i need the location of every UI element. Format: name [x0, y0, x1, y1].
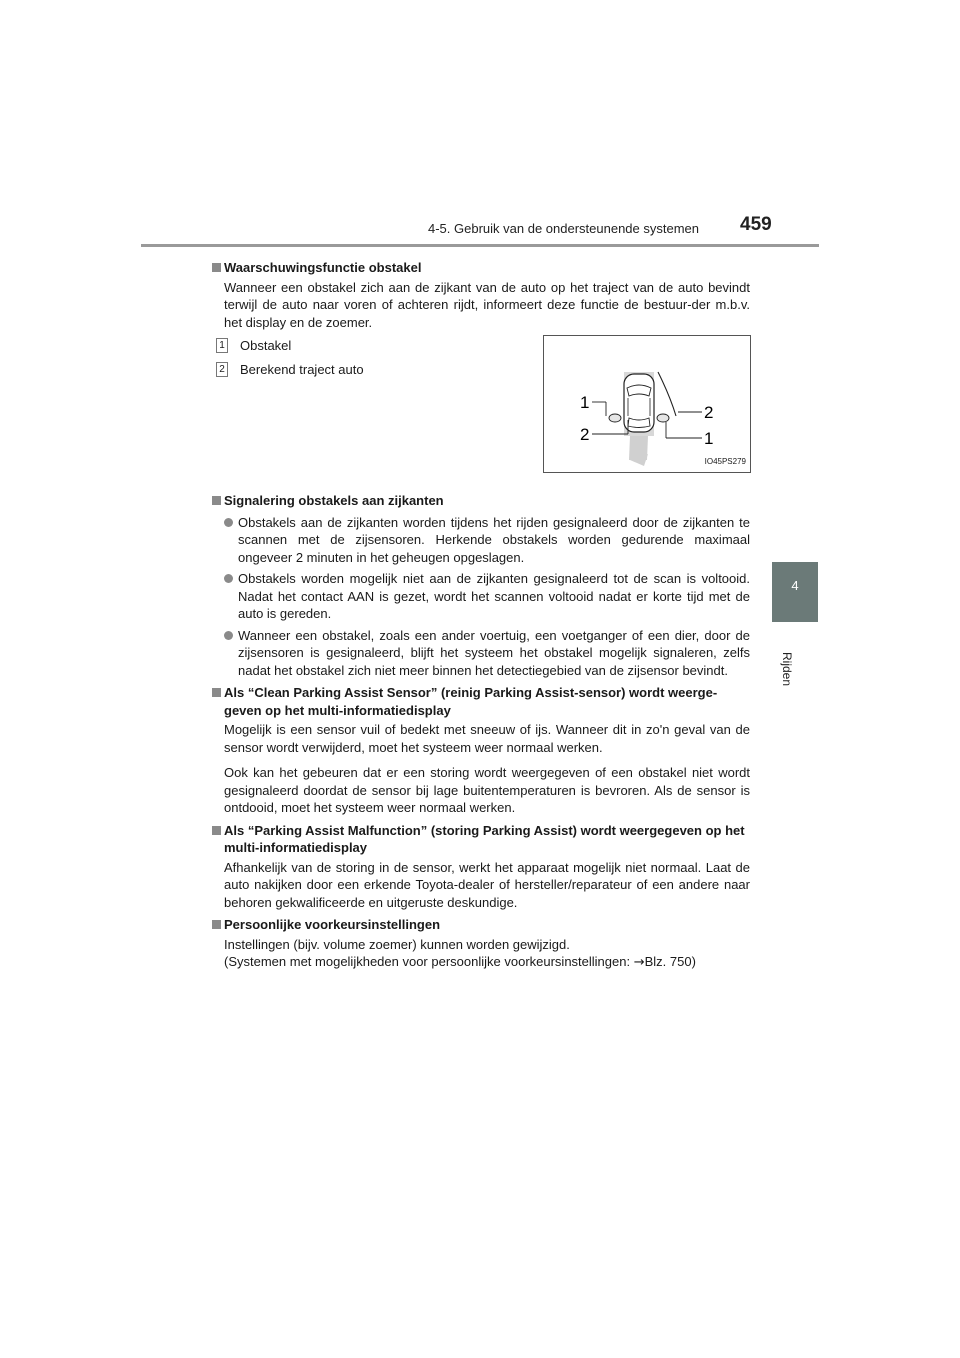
chapter-number: 4: [791, 578, 799, 593]
section-text: Wanneer een obstakel zich aan de zijkant van de auto op het traject van de auto bevindt terwijl de auto naar voren of achteren rijdt, informeert deze functie de bestuur-der m.b.v. het display en de zoemer.: [224, 279, 750, 330]
section-title: Persoonlijke voorkeursinstellingen: [212, 916, 750, 934]
header-section-title: 4-5. Gebruik van de ondersteunende systemen: [428, 221, 700, 236]
section-text: Afhankelijk van de storing in de sensor, werkt het apparaat mogelijk niet normaal. Laat de auto nakijken door een erkende Toyota-dealer of hersteller/reparateur of een andere naar behoren gekwalificeerde en uitgeruste deskundige.: [224, 859, 750, 910]
header-divider: [141, 244, 819, 247]
legend-label: Berekend traject auto: [240, 362, 364, 377]
legend-label: Obstakel: [240, 338, 292, 353]
page-content: [212, 254, 750, 972]
figure-callout: 1: [704, 429, 714, 448]
figure-legend-block: [212, 337, 750, 487]
bullet-item: Obstakels worden mogelijk niet aan de zijkanten gesignaleerd tot de scan is voltooid. Nadat het contact AAN is gezet, wordt het scannen voltooid nadat er korte tijd met de auto is gereden.: [212, 570, 750, 623]
bullet-item: Wanneer een obstakel, zoals een ander voertuig, een voetganger of een dier, door de zijsensoren is gesignaleerd, blijft het systeem het obstakel mogelijk signaleren, zelfs nadat het obstakel zich niet meer binnen het detectiegebied van de zijsensor bevindt.: [212, 627, 750, 680]
page-reference-link[interactable]: Blz. 750): [644, 954, 696, 969]
section-title: Waarschuwingsfunctie obstakel: [212, 259, 750, 277]
chapter-label: Rijden: [780, 652, 794, 687]
legend-number: 2: [216, 362, 228, 377]
legend-number: 1: [216, 338, 228, 353]
bullet-item: Obstakels aan de zijkanten worden tijdens het rijden gesignaleerd door de zijkanten te scannen met de zijsensoren. Herkende obstakels worden gedurende maximaal ongeveer 2 minuten in het geheugen opgeslagen.: [212, 514, 750, 567]
figure-callout: 1: [580, 393, 590, 412]
obstacle-figure: [543, 335, 751, 473]
section-title: Signalering obstakels aan zijkanten: [212, 492, 750, 510]
section-text: Ook kan het gebeuren dat er een storing wordt weergegeven of een obstakel niet wordt gesignaleerd doordat de sensor bij lage buitentemperaturen is bevroren. Als de sensor is ontdooid, moet het systeem weer normaal werken.: [224, 765, 750, 815]
page-number: 459: [740, 214, 772, 235]
chapter-tab[interactable]: [772, 562, 818, 622]
figure-callout: 2: [704, 403, 714, 422]
section-title: Als “Parking Assist Malfunction” (storing Parking Assist) wordt weergegeven op het multi-informatiedisplay: [212, 822, 750, 857]
section-text: [212, 936, 750, 972]
section-text: Mogelijk is een sensor vuil of bedekt met sneeuw of ijs. Wanneer dit in zo'n geval van de sensor wordt verwijderd, moet het systeem weer normaal werken.: [224, 722, 750, 755]
arrow-icon: →: [633, 955, 645, 970]
settings-line: Instellingen (bijv. volume zoemer) kunnen worden gewijzigd.: [224, 936, 570, 952]
figure-callout: 2: [580, 425, 590, 444]
section-title: Als “Clean Parking Assist Sensor” (reinig Parking Assist-sensor) wordt weerge-geven op het multi-informatiedisplay: [212, 684, 750, 719]
settings-line: (Systemen met mogelijkheden voor persoonlijke voorkeursinstellingen:: [224, 954, 634, 969]
figure-code: IO45PS279: [704, 456, 746, 466]
